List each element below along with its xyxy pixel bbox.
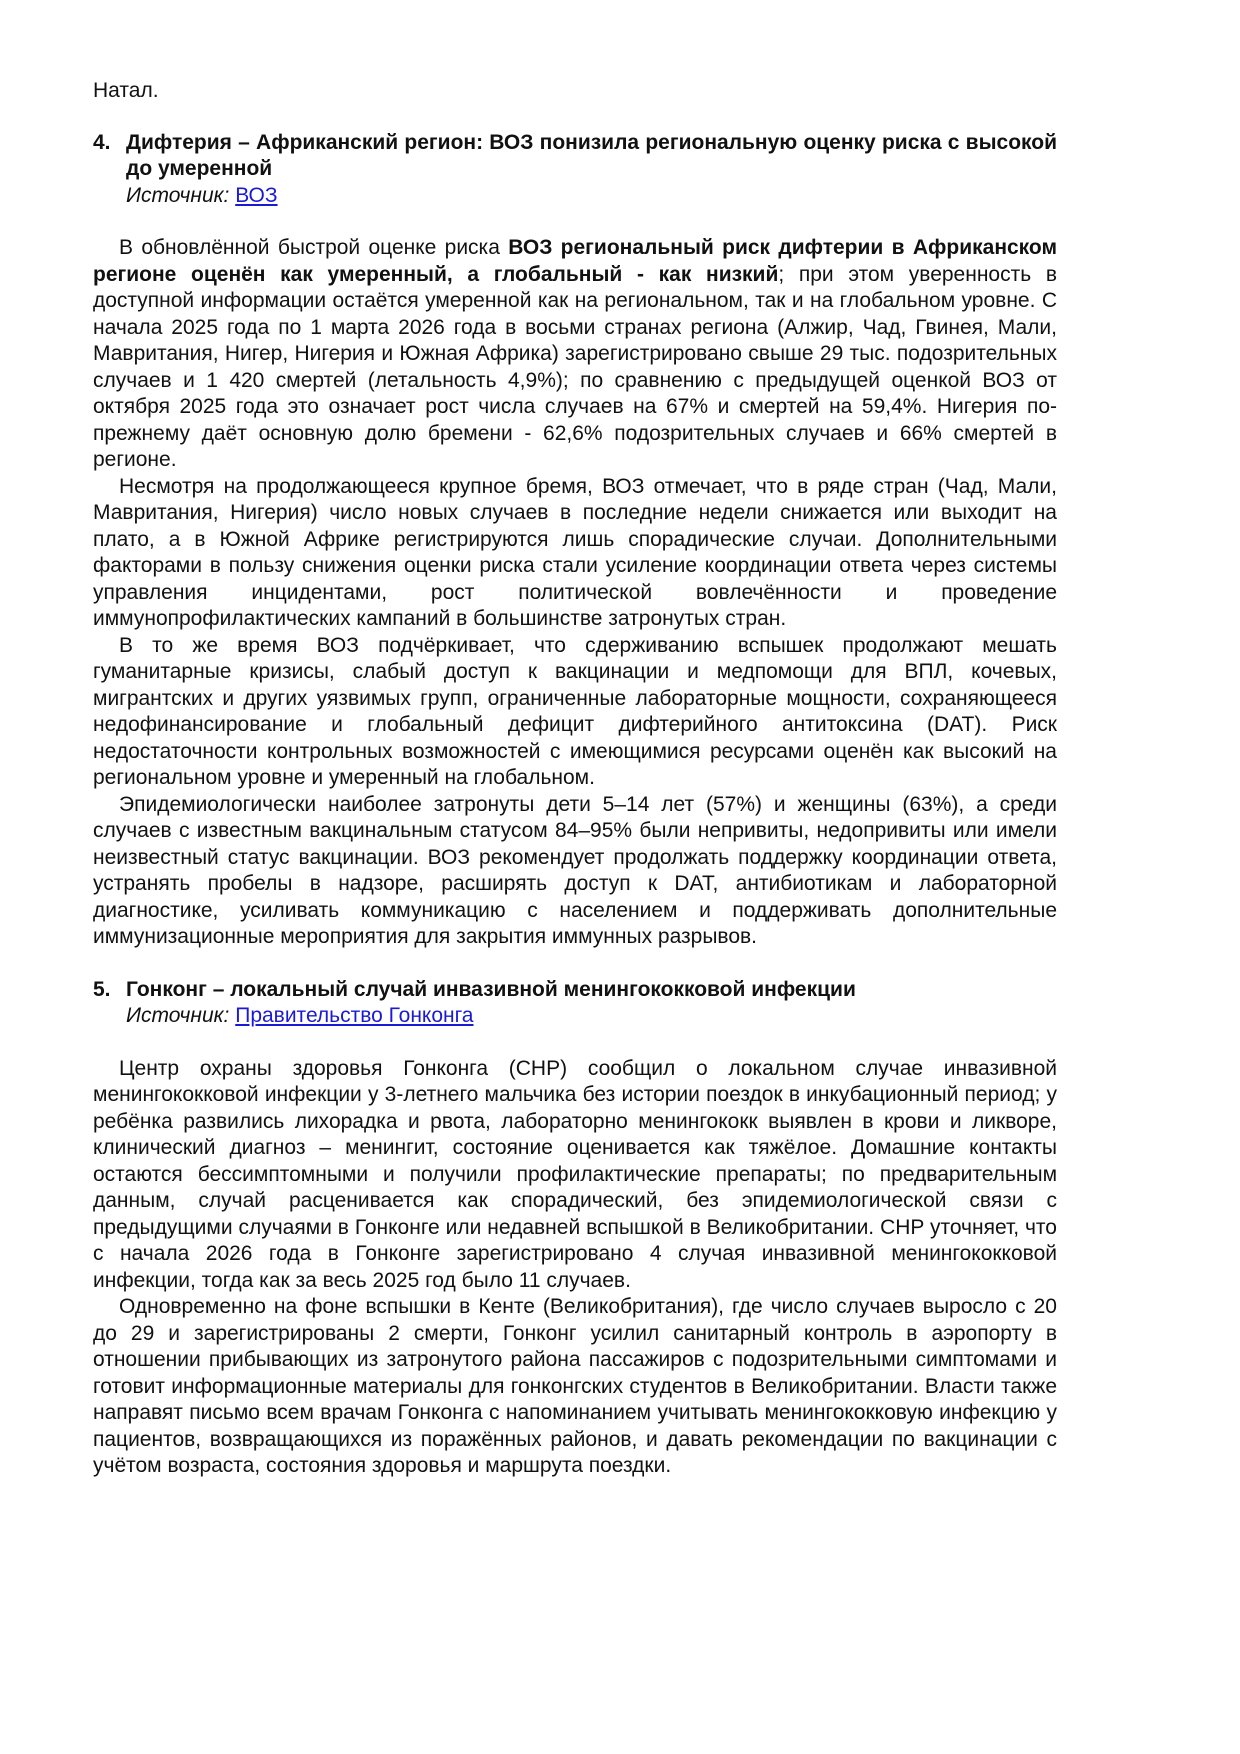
paragraph-text: В обновлённой быстрой оценке риска [119, 236, 509, 259]
source-link-who[interactable]: ВОЗ [235, 183, 278, 207]
source-label: Источник: [126, 1004, 230, 1027]
source-label: Источник: [126, 183, 230, 207]
paragraph: Эпидемиологически наиболее затронуты дети 5–14 лет (57%) и женщины (63%), а среди случаев с известным вакцинальным статусом 84–95% были непривиты, недопривиты или имели неизвестный статус вакцинации. ВОЗ рекомендует продолжать поддержку координации ответа, устранять пробелы в надзоре, расширять доступ к DAT, антибиотикам и лабораторной диагностике, усиливать коммуникацию с населением и поддерживать дополнительные иммунизационные мероприятия для закрытия иммунных разрывов. [93, 792, 1057, 948]
section-heading [93, 977, 1057, 1004]
source-line [126, 183, 1057, 210]
section-heading [93, 130, 1057, 183]
paragraph: Несмотря на продолжающееся крупное бремя, ВОЗ отмечает, что в ряде стран (Чад, Мали, Мавритания, Нигерия) число новых случаев в последние недели снижается или выходит на плато, а в Южной Африке регистрируются лишь спорадические случаи. Дополнительными факторами в пользу снижения оценки риска стали усиление координации ответа через системы управления инцидентами, рост политической вовлечённости и проведение иммунопрофилактических кампаний в большинстве затронутых стран. [93, 474, 1057, 630]
paragraph: Центр охраны здоровья Гонконга (CHP) сообщил о локальном случае инвазивной менингококковой инфекции у 3-летнего мальчика без истории поездок в инкубационный период; у ребёнка развились лихорадка и рвота, лабораторно менингококк выявлен в крови и ликворе, клинический диагноз – менингит, состояние оценивается как тяжёлое. Домашние контакты остаются бессимптомными и получили профилактические препараты; по предварительным данным, случай расценивается как спорадический, без эпидемиологической связи с предыдущими случаями в Гонконге или недавней вспышкой в Великобритании. CHP уточняет, что с начала 2026 года в Гонконге зарегистрировано 4 случая инвазивной менингококковой инфекции, тогда как за весь 2025 год было 11 случаев. [93, 1056, 1057, 1292]
paragraph-bold-text: ВОЗ региональный риск дифтерии в Африканском регионе оценён как умеренный, а глобальный - как низкий [93, 236, 1058, 286]
source-link-hk-government[interactable]: Правительство Гонконга [235, 1004, 474, 1027]
section-hong-kong [93, 977, 1057, 1480]
section-number: 4. [93, 130, 111, 154]
paragraph-text: ; при этом уверенность в доступной информации остаётся умеренной как на региональном, так и на глобальном уровне. С начала 2025 года по 1 марта 2026 года в восьми странах региона (Алжир, Чад, Гвинея, Мали, Мавритания, Нигер, Нигерия и Южная Африка) зарегистрировано свыше 29 тыс. подозрительных случаев и 1 420 смертей (летальность 4,9%); по сравнению с предыдущей оценкой ВОЗ от октября 2025 года это означает рост числа случаев на 67% и смертей на 59,4%. Нигерия по-прежнему даёт основную долю бремени - 62,6% подозрительных случаев и 66% смертей в регионе. [93, 262, 1057, 471]
document-page [93, 78, 1057, 1480]
section-diphtheria [93, 130, 1057, 951]
source-line [126, 1003, 1057, 1030]
paragraph: В то же время ВОЗ подчёркивает, что сдерживанию вспышек продолжают мешать гуманитарные кризисы, слабый доступ к вакцинации и медпомощи для ВПЛ, кочевых, мигрантских и других уязвимых групп, ограниченные лабораторные мощности, сохраняющееся недофинансирование и глобальный дефицит дифтерийного антитоксина (DAT). Риск недостаточности контрольных возможностей с имеющимися ресурсами оценён как высокий на региональном уровне и умеренный на глобальном. [93, 633, 1057, 789]
previous-section-tail: Натал. [93, 79, 159, 102]
paragraph: Одновременно на фоне вспышки в Кенте (Великобритания), где число случаев выросло с 20 до 29 и зарегистрированы 2 смерти, Гонконг усилил санитарный контроль в аэропорту в отношении прибывающих из затронутого района пассажиров с подозрительными симптомами и готовит информационные материалы для гонконгских студентов в Великобритании. Власти также направят письмо всем врачам Гонконга с напоминанием учитывать менингококковую инфекцию у пациентов, возвращающихся из поражённых районов, и давать рекомендации по вакцинации с учётом возраста, состояния здоровья и маршрута поездки. [93, 1295, 1057, 1477]
section-title: Гонконг – локальный случай инвазивной менингококковой инфекции [126, 977, 856, 1001]
section-title: Дифтерия – Африканский регион: ВОЗ понизила региональную оценку риска с высокой до умеренной [126, 130, 1057, 180]
paragraph [93, 235, 1057, 474]
section-number: 5. [93, 977, 111, 1001]
